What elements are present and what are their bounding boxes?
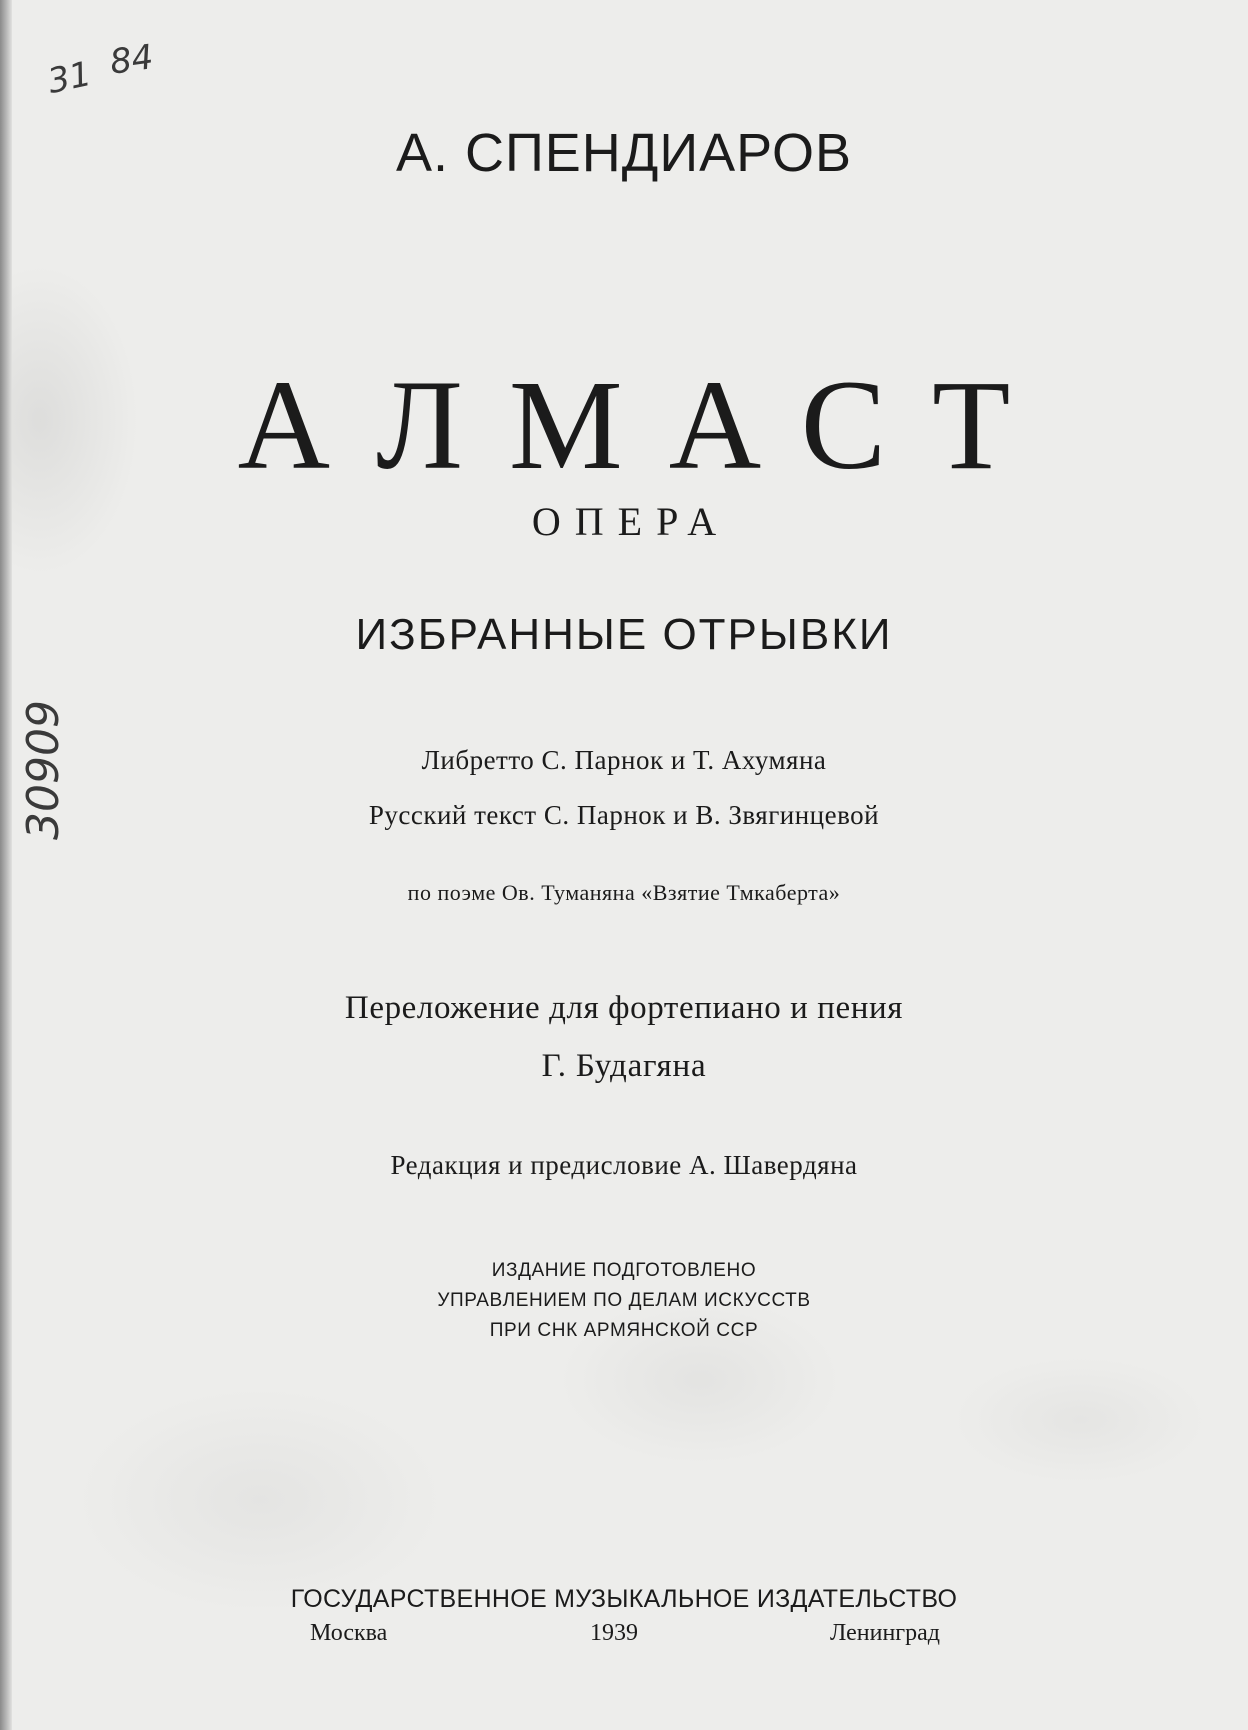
excerpts-heading: ИЗБРАННЫЕ ОТРЫВКИ <box>355 610 893 659</box>
russian-text-credit: Русский текст С. Парнок и В. Звягинцевой <box>368 800 880 830</box>
binding-edge <box>0 0 12 1730</box>
poem-source: по поэме Ов. Туманяна «Взятие Тмкаберта» <box>407 880 841 905</box>
opera-title: АЛМАСТ <box>237 354 1057 496</box>
publisher-name: ГОСУДАРСТВЕННОЕ МУЗЫКАЛЬНОЕ ИЗДАТЕЛЬСТВО <box>290 1585 958 1613</box>
imprint-city-moscow: Москва <box>310 1620 388 1646</box>
prepared-by-line: УПРАВЛЕНИЕМ ПО ДЕЛАМ ИСКУССТВ <box>437 1290 811 1311</box>
prepared-by-line: ИЗДАНИЕ ПОДГОТОВЛЕНО <box>491 1260 757 1281</box>
imprint-year: 1939 <box>590 1620 638 1646</box>
imprint-city-leningrad: Ленинград <box>829 1620 940 1646</box>
arranger-name: Г. Будагяна <box>541 1048 707 1084</box>
arrangement-line: Переложение для фортепиано и пения <box>344 990 904 1026</box>
imprint <box>310 1620 940 1650</box>
handwritten-mark: 84 <box>107 37 156 83</box>
prepared-by-line: ПРИ СНК АРМЯНСКОЙ ССР <box>489 1320 759 1341</box>
genre-label: ОПЕРА <box>531 499 731 544</box>
handwritten-inventory-number: 30909 <box>18 700 69 840</box>
handwritten-mark: 31 <box>44 53 95 103</box>
editor-credit: Редакция и предисловие А. Шавердяна <box>390 1150 858 1180</box>
libretto-credit: Либретто С. Парнок и Т. Ахумяна <box>421 745 827 775</box>
author-name: А. СПЕНДИАРОВ <box>395 123 853 183</box>
